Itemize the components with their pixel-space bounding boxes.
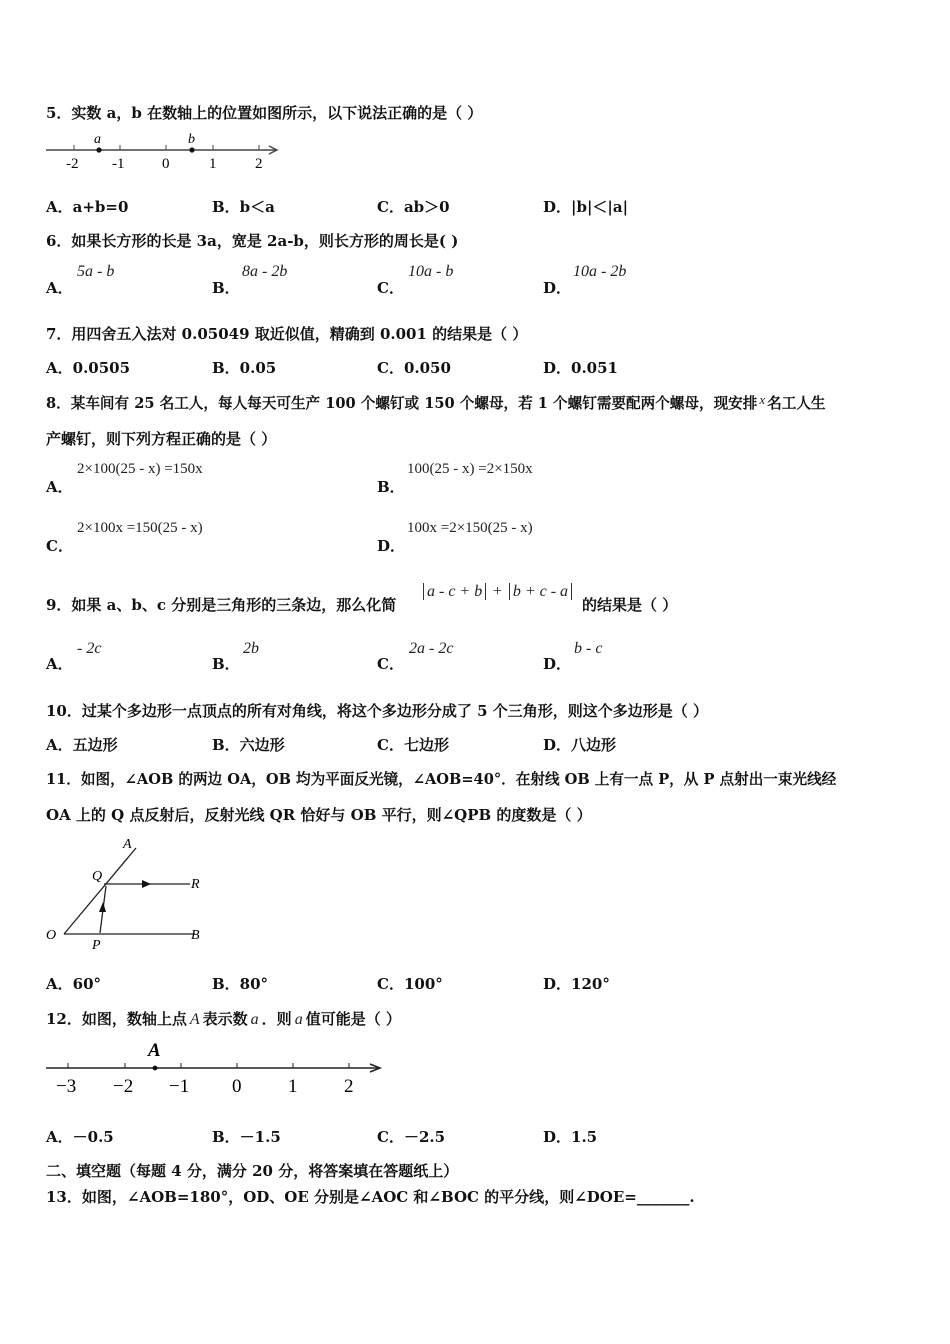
- q5-label-a: a: [94, 132, 101, 147]
- q12-tick-0: 0: [232, 1076, 242, 1097]
- q9-stem-a: 9．如果 a、b、c 分别是三角形的三条边，那么化简: [46, 596, 397, 614]
- q6-expr-d: 10a - 2b: [573, 263, 627, 280]
- q12-stem: 12．如图，数轴上点 A 表示数 a ．则 a 值可能是（ ）: [46, 1010, 401, 1028]
- q9-expr-d: b - c: [574, 640, 603, 657]
- q10-option-a: A．五边形: [46, 736, 118, 754]
- q9-expr-b: 2b: [243, 640, 259, 657]
- q11-arrow-qr: [142, 880, 151, 888]
- q11-ray-oa: [64, 848, 136, 934]
- q6-label-c: C．: [377, 279, 404, 297]
- q11-option-c: C．100°: [377, 975, 443, 993]
- q5-tick-0: 0: [162, 156, 170, 172]
- q6-label-a: A．: [46, 279, 73, 297]
- q12-number-line: [42, 1036, 388, 1098]
- section2-title: 二、填空题（每题 4 分，满分 20 分，将答案填在答题纸上）: [46, 1162, 459, 1180]
- q5-tick-neg2: -2: [66, 156, 79, 172]
- q12-option-d: D．1.5: [543, 1128, 598, 1146]
- q12-tick-neg3: −3: [56, 1076, 77, 1097]
- q5-point-b: [189, 147, 194, 152]
- q8-label-d: D．: [377, 537, 406, 555]
- q8-label-a: A．: [46, 478, 73, 496]
- q10-stem: 10．过某个多边形一点顶点的所有对角线，将这个多边形分成了 5 个三角形，则这个多边形是（ ）: [46, 702, 708, 720]
- q7-stem: 7．用四舍五入法对 0.05049 取近似值，精确到 0.001 的结果是（ ）: [46, 325, 528, 343]
- q8-label-b: B．: [377, 478, 405, 496]
- q11-label-r: R: [191, 877, 200, 892]
- q9-stem-b: 的结果是（ ）: [582, 596, 678, 614]
- q11-option-b: B．80°: [212, 975, 269, 993]
- q12-tick-neg1: −1: [169, 1076, 190, 1097]
- q11-arrow-pq: [99, 902, 106, 912]
- q12-option-a: A．－0.5: [46, 1128, 114, 1146]
- q10-option-d: D．八边形: [543, 736, 617, 754]
- q12-label-a: A: [148, 1040, 161, 1061]
- q11-stem-line2: OA 上的 Q 点反射后，反射光线 QR 恰好与 OB 平行，则∠QPB 的度数是（ ）: [46, 806, 592, 824]
- q5-tick-2: 2: [255, 156, 263, 172]
- q8-expr-b: 100(25 - x) =2×150x: [407, 461, 533, 477]
- q6-label-d: D．: [543, 279, 572, 297]
- q5-option-c: C．ab＞0: [377, 198, 450, 216]
- q11-stem-line1: 11．如图，∠AOB 的两边 OA，OB 均为平面反光镜，∠AOB=40°．在射线 OB 上有一点 P，从 P 点射出一束光线经: [46, 771, 837, 788]
- q5-tick-neg1: -1: [112, 156, 125, 172]
- q12-tick-2: 2: [344, 1076, 354, 1097]
- q5-tick-1: 1: [209, 156, 217, 172]
- q12-tick-neg2: −2: [113, 1076, 134, 1097]
- q7-option-b: B．0.05: [212, 359, 277, 377]
- q8-expr-d: 100x =2×150(25 - x): [407, 520, 533, 536]
- q7-option-c: C．0.050: [377, 359, 451, 377]
- q9-label-b: B．: [212, 655, 240, 673]
- q11-option-d: D．120°: [543, 975, 610, 993]
- q5-option-d: D．|b|＜|a|: [543, 198, 629, 216]
- q9-expression: a - c + b + b + c - a: [423, 582, 572, 601]
- q11-label-a: A: [123, 837, 132, 852]
- q5-option-a: A．a+b=0: [46, 198, 129, 216]
- q5-number-line: [44, 128, 284, 172]
- q9-label-c: C．: [377, 655, 404, 673]
- q8-expr-a: 2×100(25 - x) =150x: [77, 461, 203, 477]
- q13-stem: 13．如图，∠AOB=180°，OD、OE 分别是∠AOC 和∠BOC 的平分线，则∠DOE=_______.: [46, 1188, 695, 1206]
- q12-tick-1: 1: [288, 1076, 298, 1097]
- q6-expr-a: 5a - b: [77, 263, 115, 280]
- q11-label-o: O: [46, 928, 57, 943]
- q12-option-b: B．－1.5: [212, 1128, 281, 1146]
- q10-option-c: C．七边形: [377, 736, 449, 754]
- q12-point-a: [153, 1066, 158, 1071]
- q5-point-a: [96, 147, 101, 152]
- q8-label-c: C．: [46, 537, 73, 555]
- q6-stem: 6．如果长方形的长是 3a，宽是 2a-b，则长方形的周长是( ): [46, 232, 459, 250]
- q6-expr-b: 8a - 2b: [242, 263, 288, 280]
- q8-expr-c: 2×100x =150(25 - x): [77, 520, 203, 536]
- q10-option-b: B．六边形: [212, 736, 285, 754]
- q9-label-d: D．: [543, 655, 572, 673]
- q7-option-a: A．0.0505: [46, 359, 131, 377]
- q5-label-b: b: [188, 132, 195, 147]
- q7-option-d: D．0.051: [543, 359, 618, 377]
- q11-label-p: P: [92, 938, 101, 953]
- q8-stem-line2: 产螺钉，则下列方程正确的是（ ）: [46, 430, 277, 448]
- q11-label-b: B: [191, 928, 200, 943]
- q11-angle-figure: [40, 832, 215, 954]
- q6-expr-c: 10a - b: [408, 263, 454, 280]
- q9-label-a: A．: [46, 655, 73, 673]
- q9-expr-c: 2a - 2c: [409, 640, 454, 657]
- q11-option-a: A．60°: [46, 975, 102, 993]
- q5-stem: 5．实数 a，b 在数轴上的位置如图所示，以下说法正确的是（ ）: [46, 104, 483, 122]
- q12-option-c: C．－2.5: [377, 1128, 446, 1146]
- q9-expr-a: - 2c: [77, 640, 102, 657]
- q11-label-q: Q: [92, 869, 103, 884]
- q6-label-b: B．: [212, 279, 240, 297]
- q8-stem-line1: 8．某车间有 25 名工人，每人每天可生产 100 个螺钉或 150 个螺母，若 1 个螺钉需要配两个螺母，现安排 x 名工人生: [46, 392, 826, 412]
- q5-option-b: B．b＜a: [212, 198, 275, 216]
